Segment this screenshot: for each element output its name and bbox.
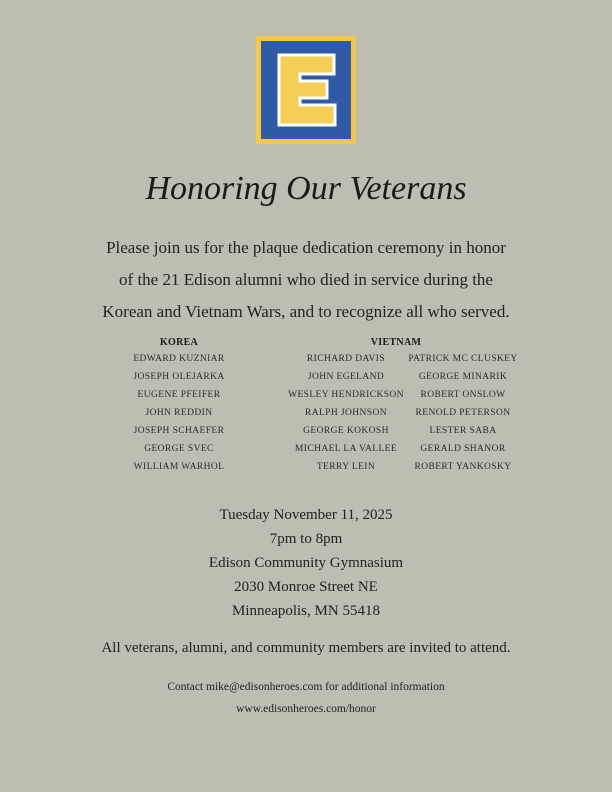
- page-title: Honoring Our Veterans: [145, 170, 467, 207]
- korea-name: EUGENE PFEIFER: [137, 390, 221, 400]
- event-venue: Edison Community Gymnasium: [208, 555, 404, 571]
- vietnam-heading: VIETNAM: [370, 337, 422, 348]
- vietnam-name: TERRY LEIN: [316, 462, 376, 472]
- korea-name: GEORGE SVEC: [144, 444, 214, 454]
- intro-line: of the 21 Edison alumni who died in service during the: [119, 270, 493, 289]
- vietnam-name: GEORGE MINARIK: [418, 372, 508, 382]
- vietnam-name: MICHAEL LA VALLEE: [294, 444, 398, 454]
- korea-name: JOSEPH SCHAEFER: [133, 426, 225, 436]
- vietnam-list-left: [276, 336, 416, 476]
- vietnam-name: RICHARD DAVIS: [306, 354, 386, 364]
- edison-e-logo: [256, 36, 356, 144]
- website-link[interactable]: www.edisonheroes.com/honor: [236, 703, 376, 715]
- korea-name: EDWARD KUZNIAR: [133, 354, 225, 364]
- vietnam-list-right: [396, 336, 530, 476]
- event-time: 7pm to 8pm: [269, 531, 343, 547]
- intro-line: Korean and Vietnam Wars, and to recognize all who served.: [102, 302, 510, 321]
- korea-name: JOSEPH OLEJARKA: [133, 372, 225, 382]
- vietnam-name: RALPH JOHNSON: [304, 408, 387, 418]
- intro-line: Please join us for the plaque dedication ceremony in honor: [106, 238, 506, 257]
- korea-list: [119, 336, 239, 476]
- vietnam-name: GEORGE KOKOSH: [303, 426, 389, 436]
- vietnam-name: PATRICK MC CLUSKEY: [408, 354, 518, 364]
- event-details: [0, 503, 612, 623]
- korea-name: WILLIAM WARHOL: [133, 462, 225, 472]
- vietnam-name: LESTER SABA: [429, 426, 497, 436]
- vietnam-name: ROBERT YANKOSKY: [414, 462, 512, 472]
- vietnam-name: WESLEY HENDRICKSON: [288, 390, 404, 400]
- invite-text: All veterans, alumni, and community members are invited to attend.: [101, 640, 511, 656]
- vietnam-name: GERALD SHANOR: [420, 444, 506, 454]
- vietnam-name: ROBERT ONSLOW: [420, 390, 506, 400]
- korea-name: JOHN REDDIN: [145, 408, 213, 418]
- vietnam-name: JOHN EGELAND: [307, 372, 385, 382]
- vietnam-name: RENOLD PETERSON: [415, 408, 511, 418]
- event-date: Tuesday November 11, 2025: [219, 507, 393, 523]
- contact-block: [0, 676, 612, 720]
- korea-heading: KOREA: [159, 337, 199, 348]
- contact-line: Contact mike@edisonheroes.com for additional information: [167, 681, 445, 693]
- intro-paragraph: [60, 232, 552, 328]
- event-city: Minneapolis, MN 55418: [232, 603, 380, 619]
- event-street: 2030 Monroe Street NE: [234, 579, 378, 595]
